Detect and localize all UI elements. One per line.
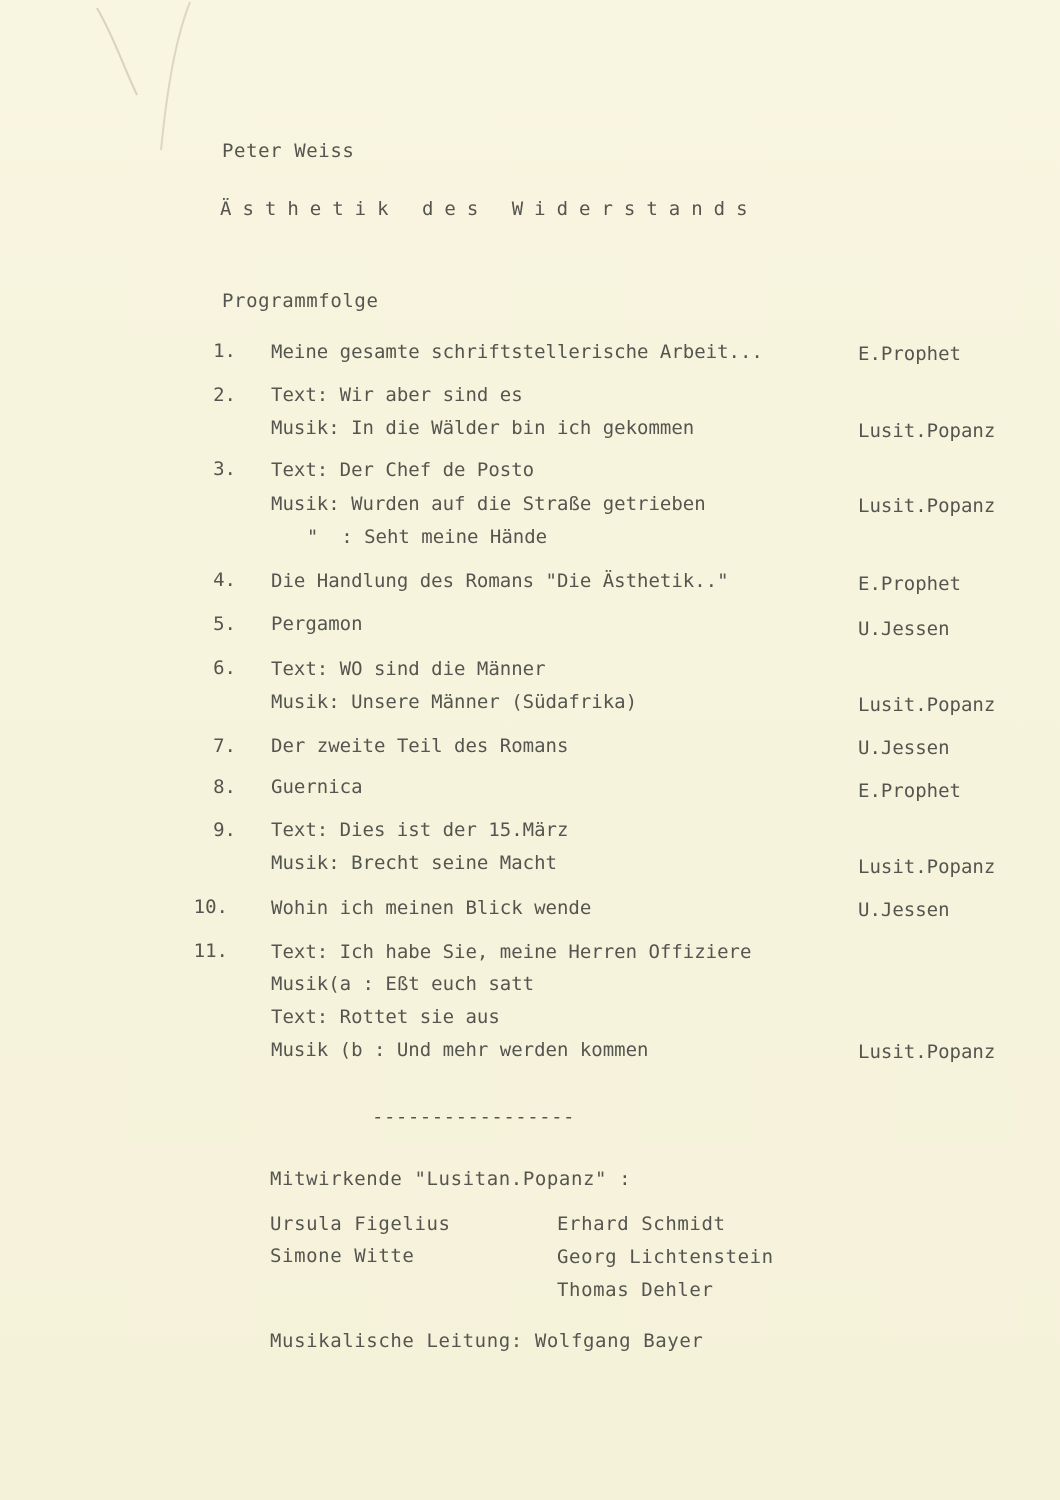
program-item-line: Text: Ich habe Sie, meine Herren Offiziere (271, 941, 752, 963)
program-item-performer: Lusit.Popanz (858, 420, 996, 442)
program-item-number: 8. (213, 776, 236, 798)
program-item-performer: E.Prophet (858, 573, 961, 595)
participants-heading: Mitwirkende "Lusitan.Popanz" : (270, 1168, 632, 1190)
program-item-line: Musik (b : Und mehr werden kommen (271, 1039, 649, 1061)
author-name: Peter Weiss (222, 140, 355, 162)
program-item-line: Musik: Brecht seine Macht (271, 852, 557, 874)
program-item-line: Meine gesamte schriftstellerische Arbeit... (271, 341, 763, 363)
musical-direction: Musikalische Leitung: Wolfgang Bayer (270, 1330, 704, 1352)
program-item-line: Guernica (271, 776, 363, 798)
program-item-performer: Lusit.Popanz (858, 856, 996, 878)
program-heading: Programmfolge (222, 290, 379, 312)
program-item-performer: U.Jessen (858, 618, 950, 640)
program-item-line: Die Handlung des Romans "Die Ästhetik.." (271, 570, 729, 592)
participant-name: Ursula Figelius (270, 1213, 451, 1235)
program-item-number: 5. (213, 613, 236, 635)
program-item-number: 3. (213, 458, 236, 480)
program-item-line: Text: Wir aber sind es (271, 384, 523, 406)
participant-name: Simone Witte (270, 1245, 415, 1267)
program-item-line: Der zweite Teil des Romans (271, 735, 569, 757)
program-item-performer: E.Prophet (858, 343, 961, 365)
program-item-performer: Lusit.Popanz (858, 694, 996, 716)
program-item-line: Text: Dies ist der 15.März (271, 819, 569, 841)
document-title: Ästhetik des Widerstands (220, 198, 759, 220)
program-item-number: 4. (213, 569, 236, 591)
separator-line: ----------------- (372, 1106, 575, 1128)
program-item-number: 10. (193, 896, 228, 918)
program-item-number: 11. (193, 940, 228, 962)
program-item-line: " : Seht meine Hände (284, 526, 548, 548)
program-item-line: Musik: Unsere Männer (Südafrika) (271, 691, 638, 713)
program-item-line: Musik: In die Wälder bin ich gekommen (271, 417, 695, 439)
program-item-line: Text: WO sind die Männer (271, 658, 546, 680)
program-item-number: 1. (213, 340, 236, 362)
program-item-number: 2. (213, 384, 236, 406)
program-item-line: Text: Der Chef de Posto (271, 459, 535, 481)
program-item-performer: Lusit.Popanz (858, 495, 996, 517)
program-item-line: Musik: Wurden auf die Straße getrieben (271, 493, 706, 515)
program-item-performer: U.Jessen (858, 737, 950, 759)
participant-name: Thomas Dehler (557, 1279, 714, 1301)
program-item-number: 9. (213, 819, 236, 841)
program-item-performer: U.Jessen (858, 899, 950, 921)
program-item-line: Wohin ich meinen Blick wende (271, 897, 592, 919)
program-item-line: Pergamon (271, 613, 363, 635)
program-item-performer: Lusit.Popanz (858, 1041, 996, 1063)
program-item-performer: E.Prophet (858, 780, 961, 802)
program-item-number: 6. (213, 657, 236, 679)
program-item-line: Text: Rottet sie aus (271, 1006, 500, 1028)
paper-crease (95, 0, 205, 170)
participant-name: Georg Lichtenstein (557, 1246, 774, 1268)
participant-name: Erhard Schmidt (557, 1213, 726, 1235)
program-item-number: 7. (213, 735, 236, 757)
program-item-line: Musik(a : Eßt euch satt (271, 973, 535, 995)
